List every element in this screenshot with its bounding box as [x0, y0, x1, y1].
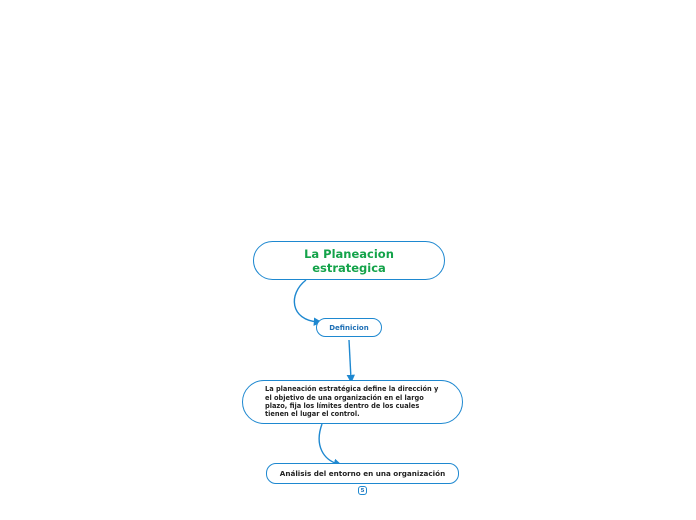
central-topic-label: La Planeacion estrategica [304, 246, 394, 275]
connector-text-to-analysis [319, 424, 338, 464]
definition-text-label: La planeación estratégica define la dirección y el objetivo de una organización en el largo plazo, fija los límites dentro de los cuales tienen el lugar el control. [265, 385, 439, 419]
connector-main-to-definition [294, 280, 318, 322]
central-topic-node[interactable] [253, 241, 445, 280]
definition-label: Definicion [329, 323, 369, 332]
definition-node[interactable] [316, 318, 382, 337]
definition-text-node[interactable] [242, 380, 463, 424]
connector-definition-to-text [349, 340, 351, 379]
analysis-node[interactable] [266, 463, 459, 484]
analysis-label: Análisis del entorno en una organización [279, 469, 446, 478]
collapsed-children-badge[interactable]: 5 [358, 486, 367, 495]
